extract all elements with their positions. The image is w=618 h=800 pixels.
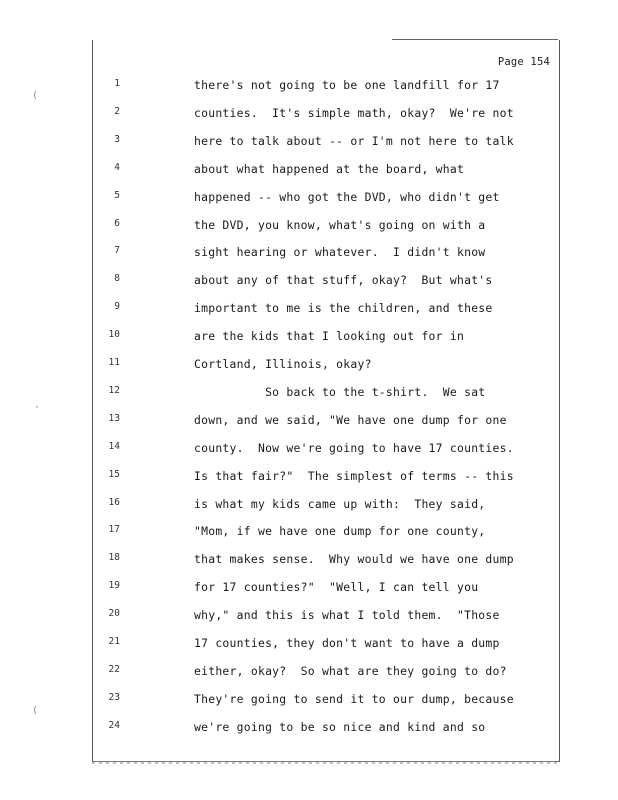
transcript-line: [100, 301, 560, 319]
transcript-line: [100, 385, 560, 403]
line-text: for 17 counties?" "Well, I can tell you: [194, 580, 479, 595]
line-text: that makes sense. Why would we have one dump: [194, 552, 514, 567]
transcript-line: [100, 78, 560, 96]
line-number: 2: [114, 105, 120, 117]
transcript-line: [100, 552, 560, 570]
line-text: about what happened at the board, what: [194, 161, 465, 176]
transcript-line: [100, 664, 560, 682]
line-number: 4: [114, 161, 120, 173]
line-number: 24: [108, 719, 120, 731]
transcript-line: [100, 357, 560, 375]
line-number: 3: [114, 133, 120, 145]
transcript-line: [100, 413, 560, 431]
line-text: either, okay? So what are they going to do?: [194, 663, 507, 678]
transcript-line: [100, 469, 560, 487]
line-number: 13: [108, 412, 120, 424]
line-text: "Mom, if we have one dump for one county,: [194, 524, 486, 539]
line-text: 17 counties, they don't want to have a dump: [194, 636, 500, 650]
line-text: are the kids that I looking out for in: [194, 329, 465, 344]
transcript-line: [100, 608, 560, 626]
transcript-line: [100, 441, 560, 459]
transcript-line: [100, 106, 560, 124]
line-text: here to talk about -- or I'm not here to talk: [194, 133, 514, 148]
line-text: They're going to send it to our dump, because: [194, 691, 514, 706]
line-number: 21: [108, 636, 120, 647]
line-text: why," and this is what I told them. "Those: [194, 608, 500, 623]
transcript-line: [100, 524, 560, 542]
line-text: important to me is the children, and these: [194, 301, 493, 316]
line-text: Is that fair?" The simplest of terms -- this: [194, 468, 514, 483]
line-number: 20: [108, 608, 120, 620]
line-text: county. Now we're going to have 17 counties.: [194, 440, 514, 455]
margin-mark: (: [32, 705, 39, 716]
line-text: about any of that stuff, okay? But what's: [194, 273, 493, 288]
line-number: 6: [114, 217, 120, 229]
line-number: 15: [108, 468, 120, 480]
page-number: Page 154: [497, 56, 550, 68]
transcript-line: [100, 218, 560, 236]
line-number: 7: [114, 245, 120, 257]
line-number: 8: [114, 273, 120, 285]
line-number: 10: [108, 329, 120, 341]
transcript-line: [100, 162, 560, 180]
transcript-line: [100, 692, 560, 710]
line-number: 18: [108, 552, 120, 564]
line-text: there's not going to be one landfill for 17: [194, 78, 500, 92]
line-text: we're going to be so nice and kind and so: [194, 719, 486, 734]
line-number: 1: [114, 78, 120, 89]
line-text: So back to the t-shirt. We sat: [194, 384, 486, 399]
line-number: 12: [108, 384, 120, 396]
line-number: 23: [108, 691, 120, 703]
margin-mark: ·: [34, 402, 41, 413]
line-text: Cortland, Illinois, okay?: [194, 357, 372, 371]
line-number: 9: [114, 301, 120, 313]
transcript-line: [100, 497, 560, 515]
transcript-line: [100, 273, 560, 291]
line-number: 19: [108, 580, 120, 592]
transcript-line: [100, 636, 560, 654]
transcript-line: [100, 190, 560, 208]
line-number: 22: [108, 663, 120, 675]
transcript-line: [100, 134, 560, 152]
transcript-line: [100, 245, 560, 263]
line-text: counties. It's simple math, okay? We're not: [194, 105, 514, 120]
line-number: 17: [108, 524, 120, 536]
transcript-line: [100, 329, 560, 347]
margin-mark: (: [32, 90, 39, 101]
line-number: 11: [108, 357, 120, 368]
line-text: is what my kids came up with: They said,: [194, 496, 486, 511]
line-number: 5: [114, 189, 120, 201]
scan-artifact-line: [92, 762, 558, 764]
line-text: sight hearing or whatever. I didn't know: [194, 245, 486, 260]
line-number: 14: [108, 440, 120, 452]
transcript-line: [100, 580, 560, 598]
line-text: down, and we said, "We have one dump for one: [194, 412, 507, 427]
line-text: happened -- who got the DVD, who didn't get: [194, 189, 500, 204]
line-number: 16: [108, 496, 120, 508]
line-text: the DVD, you know, what's going on with a: [194, 217, 486, 232]
transcript-line: [100, 720, 560, 738]
